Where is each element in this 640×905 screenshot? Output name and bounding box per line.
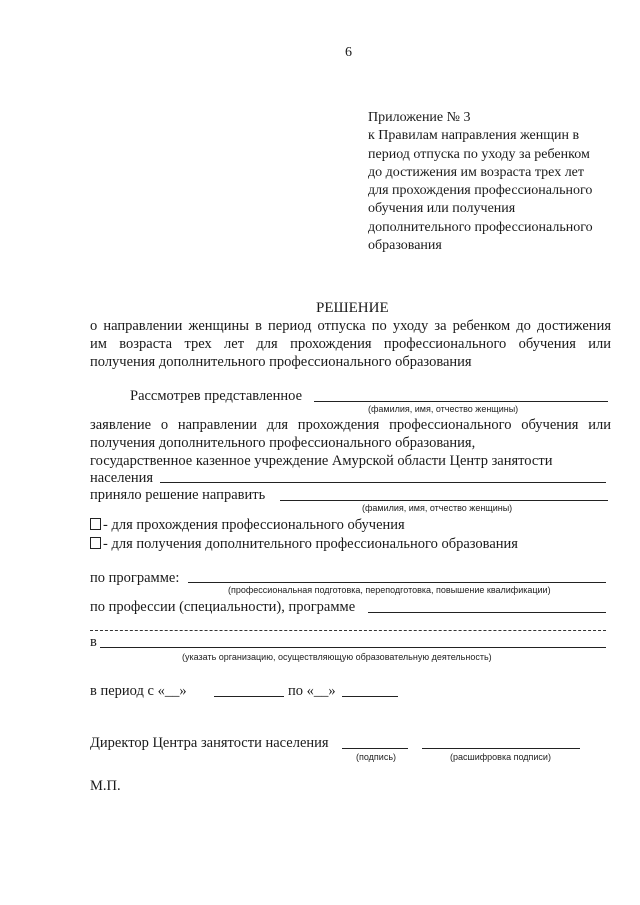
subtitle-line: о направлении женщины в период отпуска по уходу за ребенком до достижения xyxy=(90,318,611,334)
directed-name-field[interactable] xyxy=(280,500,608,501)
option-label: - для получения дополнительного профессионального образования xyxy=(103,536,518,552)
program-label: по программе: xyxy=(90,570,180,586)
hint-organization: (указать организацию, осуществляющую образовательную деятельность) xyxy=(182,652,492,662)
signature-decoding-field[interactable] xyxy=(422,748,580,749)
annex-line: Приложение № 3 xyxy=(368,110,471,125)
institution-line: государственное казенное учреждение Амурской области Центр занятости xyxy=(90,453,553,469)
document-title: РЕШЕНИЕ xyxy=(316,300,389,316)
subtitle-line: получения дополнительного профессионального образования xyxy=(90,354,472,370)
in-label: в xyxy=(90,634,97,650)
signature-field[interactable] xyxy=(342,748,408,749)
applicant-name-field[interactable] xyxy=(314,401,608,402)
period-to-field[interactable] xyxy=(342,696,398,697)
director-label: Директор Центра занятости населения xyxy=(90,735,329,751)
hint-fio: (фамилия, имя, отчество женщины) xyxy=(362,503,513,513)
profession-label: по профессии (специальности), программе xyxy=(90,599,356,615)
stamp-label: М.П. xyxy=(90,778,121,794)
statement-line: получения дополнительного профессионального образования, xyxy=(90,435,476,451)
reviewed-label: Рассмотрев представленное xyxy=(130,388,303,404)
annex-line: к Правилам направления женщин в xyxy=(368,128,580,144)
annex-block xyxy=(368,109,618,255)
population-field[interactable] xyxy=(160,482,606,483)
hint-signature: (подпись) xyxy=(356,752,397,762)
option-label: - для прохождения профессионального обучения xyxy=(103,517,405,533)
period-from-label: в период с «__» xyxy=(90,683,187,699)
program-field[interactable] xyxy=(188,582,606,583)
annex-line: обучения или получения xyxy=(368,201,516,217)
period-to-label: по «__» xyxy=(288,683,336,699)
annex-line: до достижения им возраста трех лет xyxy=(368,164,585,180)
checkbox-icon[interactable] xyxy=(90,518,101,530)
period-from-field[interactable] xyxy=(214,696,284,697)
page-number: 6 xyxy=(345,45,352,60)
hint-program: (профессиональная подготовка, переподготовка, повышение квалификации) xyxy=(228,585,551,595)
hint-fio: (фамилия, имя, отчество женщины) xyxy=(368,404,519,414)
checkbox-icon[interactable] xyxy=(90,537,101,549)
statement-line: заявление о направлении для прохождения профессионального обучения или xyxy=(90,417,611,433)
annex-line: дополнительного профессионального xyxy=(368,219,593,235)
decided-label: приняло решение направить xyxy=(90,487,266,503)
profession-field[interactable] xyxy=(368,612,606,613)
hint-decoding: (расшифровка подписи) xyxy=(450,752,551,762)
option-professional-training[interactable] xyxy=(90,516,405,534)
organization-field[interactable] xyxy=(100,647,606,648)
annex-line: образования xyxy=(368,238,442,254)
profession-field-extra[interactable] xyxy=(90,630,606,631)
population-label: населения xyxy=(90,470,154,486)
subtitle-line: им возраста трех лет для прохождения профессионального обучения или xyxy=(90,336,611,352)
option-additional-education[interactable] xyxy=(90,535,518,553)
annex-line: для прохождения профессионального xyxy=(368,183,593,199)
annex-line: период отпуска по уходу за ребенком xyxy=(368,146,590,162)
